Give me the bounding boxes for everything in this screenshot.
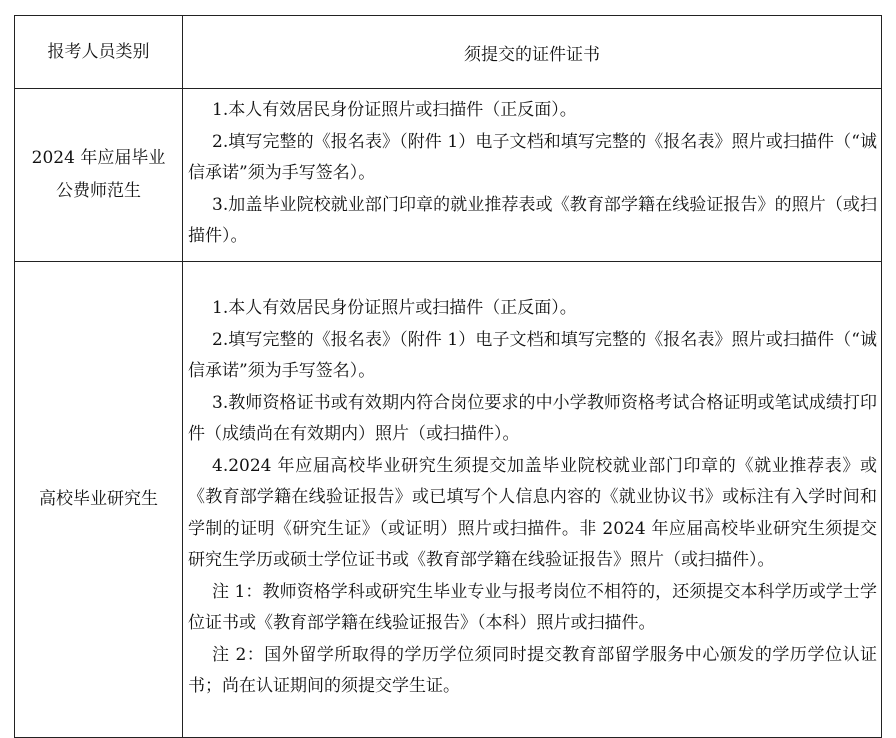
documents-cell	[183, 261, 882, 737]
list-item: 1.本人有效居民身份证照片或扫描件（正反面）。	[212, 100, 577, 120]
category-cell	[15, 261, 183, 737]
list-item: 2.填写完整的《报名表》（附件 1）电子文档和填写完整的《报名表》照片或扫描件（“诚信承诺”须为手写签名）。	[188, 131, 877, 183]
list-item: 3.加盖毕业院校就业部门印章的就业推荐表或《教育部学籍在线验证报告》的照片（或扫描件）。	[188, 194, 877, 246]
requirements-table	[14, 15, 882, 738]
category-line: 公费师范生	[56, 180, 141, 201]
list-item: 2.填写完整的《报名表》（附件 1）电子文档和填写完整的《报名表》照片或扫描件（“诚信承诺”须为手写签名）。	[188, 329, 877, 382]
list-item: 1.本人有效居民身份证照片或扫描件（正反面）。	[212, 298, 577, 319]
category-line: 2024 年应届毕业	[31, 147, 166, 168]
category-line: 高校毕业研究生	[39, 488, 158, 509]
list-item: 4.2024 年应届高校毕业研究生须提交加盖毕业院校就业部门印章的《就业推荐表》或《教育部学籍在线验证报告》或已填写个人信息内容的《就业协议书》或标注有入学时间和学制的证明《研究生证》（或证明）照片或扫描件。非 2024 年应届高校毕业研究生须提交研究生学历或硕士学位证书或《教育部学籍在线验证报告》照片（或扫描件）。	[188, 455, 877, 571]
documents-cell	[183, 89, 882, 262]
table-header-row	[15, 16, 882, 89]
category-cell	[15, 89, 183, 262]
header-category: 报考人员类别	[15, 16, 183, 89]
note-item: 注 1：教师资格学科或研究生毕业专业与报考岗位不相符的，还须提交本科学历或学士学位证书或《教育部学籍在线验证报告》（本科）照片或扫描件。	[188, 581, 877, 634]
table-row	[15, 261, 882, 737]
note-item: 注 2：国外留学所取得的学历学位须同时提交教育部留学服务中心颁发的学历学位认证书；尚在认证期间的须提交学生证。	[188, 644, 877, 697]
table-row	[15, 89, 882, 262]
list-item: 3.教师资格证书或有效期内符合岗位要求的中小学教师资格考试合格证明或笔试成绩打印件（成绩尚在有效期内）照片（或扫描件）。	[188, 392, 877, 445]
header-documents: 须提交的证件证书	[183, 16, 882, 89]
